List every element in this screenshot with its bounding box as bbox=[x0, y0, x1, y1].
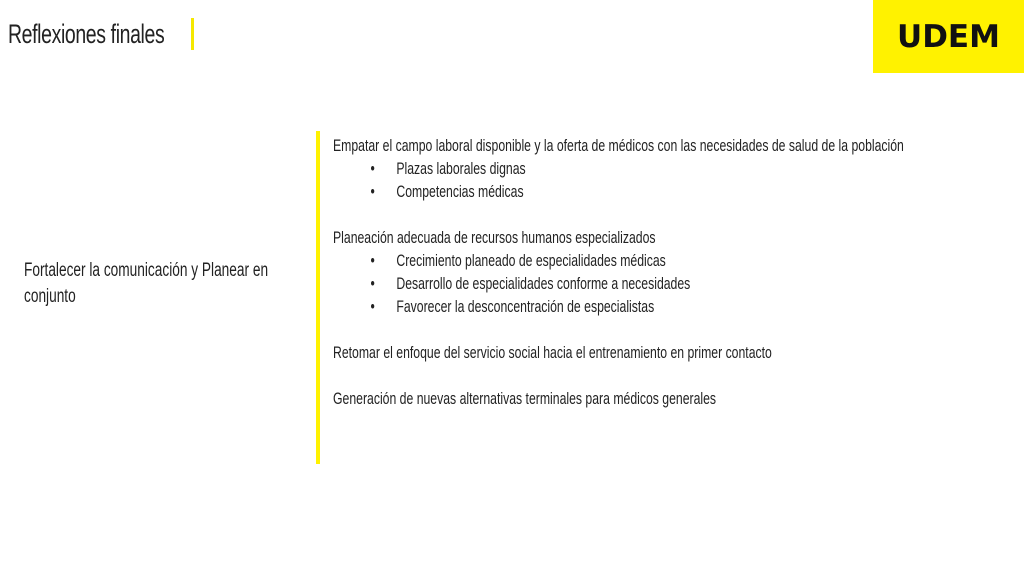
content-block bbox=[333, 341, 967, 364]
bullet-item bbox=[333, 157, 967, 180]
bullet-icon: • bbox=[370, 251, 375, 270]
content-block bbox=[333, 134, 967, 203]
bullet-item bbox=[333, 180, 967, 203]
block-heading: Planeación adecuada de recursos humanos especializados bbox=[333, 228, 656, 247]
block-heading: Generación de nuevas alternativas terminales para médicos generales bbox=[333, 389, 717, 408]
bullet-text: Favorecer la desconcentración de especialistas bbox=[396, 297, 655, 316]
bullet-list bbox=[333, 249, 967, 318]
block-heading: Empatar el campo laboral disponible y la oferta de médicos con las necesidades de salud de la población bbox=[333, 136, 904, 155]
bullet-icon: • bbox=[370, 274, 375, 293]
bullet-item bbox=[333, 272, 967, 295]
vertical-divider bbox=[316, 131, 320, 464]
bullet-text: Crecimiento planeado de especialidades médicas bbox=[396, 251, 666, 270]
bullet-text: Plazas laborales dignas bbox=[396, 159, 526, 178]
content-list bbox=[333, 134, 967, 433]
page-title: Reflexiones finales bbox=[8, 19, 165, 49]
bullet-list bbox=[333, 157, 967, 203]
bullet-item bbox=[333, 295, 967, 318]
bullet-text: Competencias médicas bbox=[396, 182, 524, 201]
bullet-icon: • bbox=[370, 159, 375, 178]
block-heading: Retomar el enfoque del servicio social hacia el entrenamiento en primer contacto bbox=[333, 343, 772, 362]
content-block bbox=[333, 387, 967, 410]
bullet-text: Desarrollo de especialidades conforme a necesidades bbox=[396, 274, 691, 293]
bullet-icon: • bbox=[370, 297, 375, 316]
content-block bbox=[333, 226, 967, 318]
udem-logo bbox=[873, 0, 1024, 73]
title-accent-bar bbox=[191, 18, 194, 50]
logo-text: UDEM bbox=[897, 18, 1000, 55]
bullet-item bbox=[333, 249, 967, 272]
left-statement: Fortalecer la comunicación y Planear en conjunto bbox=[24, 260, 269, 307]
bullet-icon: • bbox=[370, 182, 375, 201]
